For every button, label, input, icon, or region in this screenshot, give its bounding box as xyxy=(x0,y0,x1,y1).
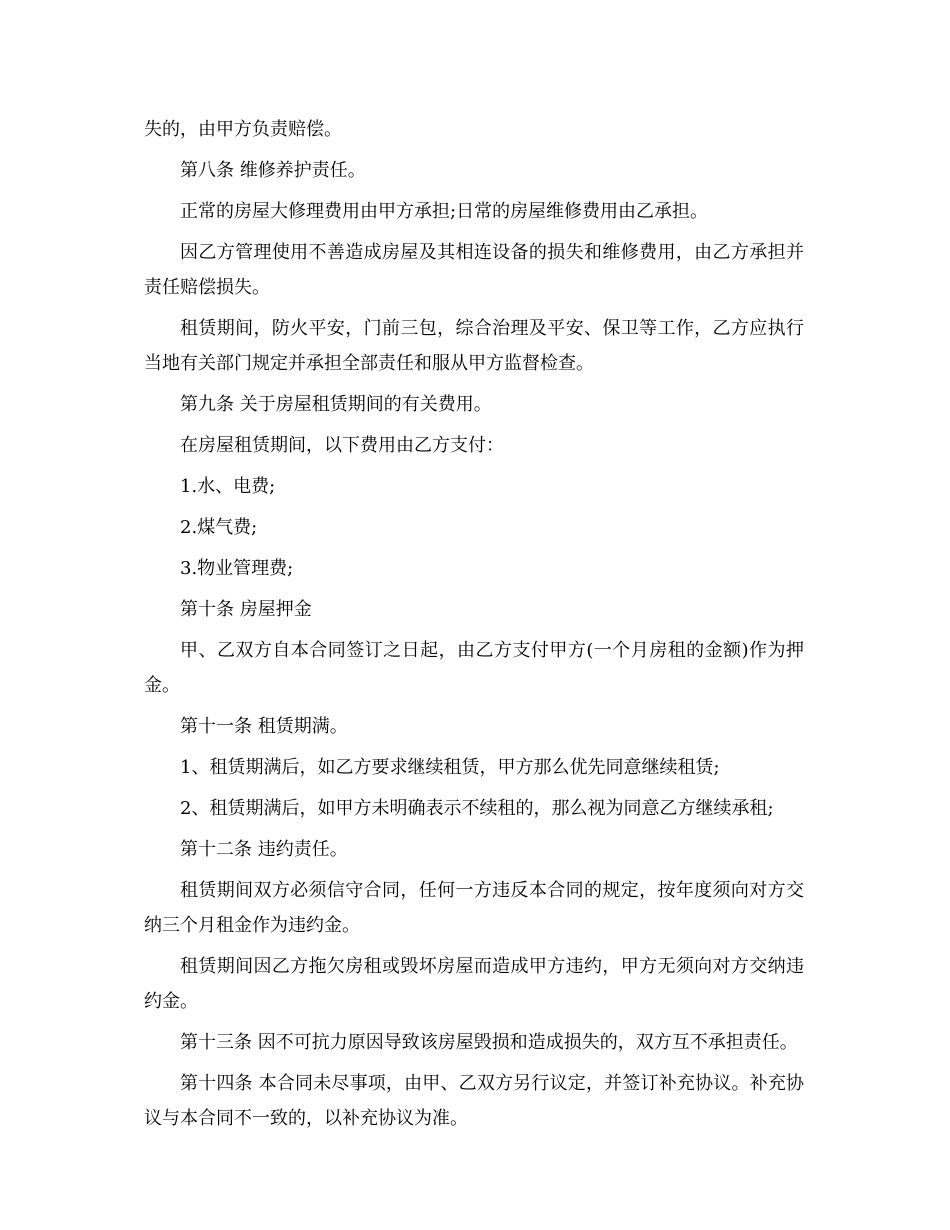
list-item: 3.物业管理费; xyxy=(180,558,294,579)
article-8-heading: 第八条 维修养护责任。 xyxy=(180,160,366,181)
paragraph: 在房屋租赁期间，以下费用由乙方支付： xyxy=(180,435,504,456)
paragraph: 甲、乙双方自本合同签订之日起，由乙方支付甲方(一个月房租的金额)作为押金。 xyxy=(144,640,804,696)
article-13: 第十三条 因不可抗力原因导致该房屋毁损和造成损失的，双方互不承担责任。 xyxy=(180,1032,798,1053)
paragraph: 租赁期间双方必须信守合同，任何一方违反本合同的规定，按年度须向对方交纳三个月租金作为违约金。 xyxy=(144,880,804,936)
paragraph: 正常的房屋大修理费用由甲方承担;日常的房屋维修费用由乙承担。 xyxy=(180,201,709,222)
article-10-heading: 第十条 房屋押金 xyxy=(180,599,312,620)
article-11-heading: 第十一条 租赁期满。 xyxy=(180,716,348,737)
list-item: 1.水、电费; xyxy=(180,476,276,497)
article-14: 第十四条 本合同未尽事项，由甲、乙双方另行议定，并签订补充协议。补充协议与本合同不一致的，以补充协议为准。 xyxy=(144,1073,804,1129)
paragraph: 因乙方管理使用不善造成房屋及其相连设备的损失和维修费用，由乙方承担并责任赔偿损失。 xyxy=(144,242,804,298)
article-12-heading: 第十二条 违约责任。 xyxy=(180,839,348,860)
paragraph: 租赁期间，防火平安，门前三包，综合治理及平安、保卫等工作，乙方应执行当地有关部门规定并承担全部责任和服从甲方监督检查。 xyxy=(144,318,804,374)
list-item: 2.煤气费; xyxy=(180,517,258,538)
paragraph: 租赁期间因乙方拖欠房租或毁坏房屋而造成甲方违约，甲方无须向对方交纳违约金。 xyxy=(144,956,804,1012)
list-item: 2、租赁期满后，如甲方未明确表示不续租的，那么视为同意乙方继续承租; xyxy=(180,798,774,819)
article-9-heading: 第九条 关于房屋租赁期间的有关费用。 xyxy=(180,394,492,415)
list-item: 1、租赁期满后，如乙方要求继续租赁，甲方那么优先同意继续租赁; xyxy=(180,757,720,778)
document-body xyxy=(144,112,804,1142)
paragraph-continuation: 失的，由甲方负责赔偿。 xyxy=(144,119,342,140)
